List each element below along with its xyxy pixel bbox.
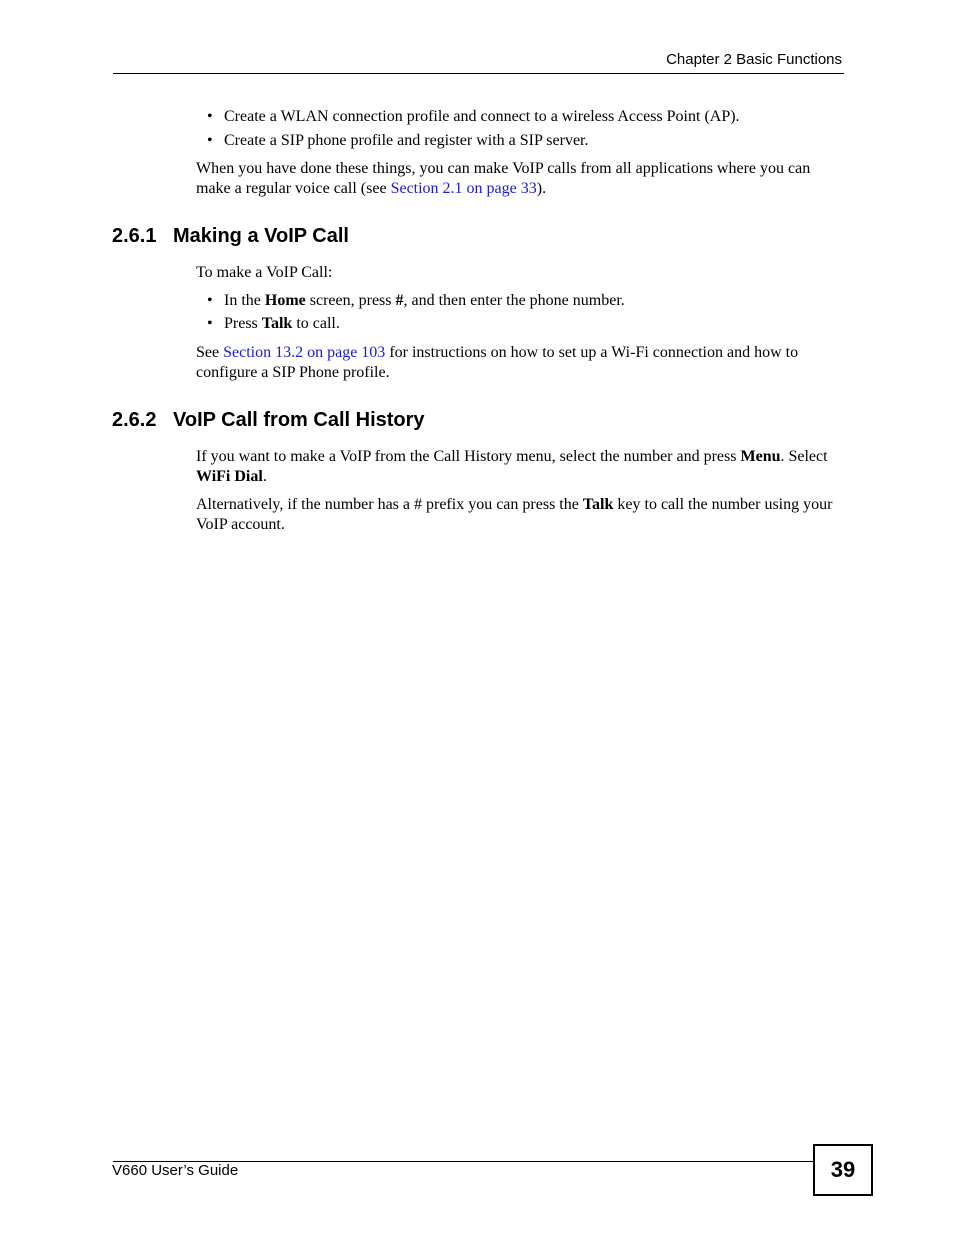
bullet-icon: •: [207, 108, 213, 125]
paragraph: If you want to make a VoIP from the Call History menu, select the number and press Menu. Select WiFi Dial.: [196, 448, 828, 485]
list-item: • Create a WLAN connection profile and connect to a wireless Access Point (AP).: [207, 108, 740, 125]
list-item: • In the Home screen, press #, and then enter the phone number.: [207, 292, 625, 309]
list-item: • Press Talk to call.: [207, 315, 340, 332]
running-footer: V660 User’s Guide: [112, 1162, 239, 1179]
bullet-icon: •: [207, 292, 213, 309]
header-rule: [113, 73, 844, 74]
running-header: Chapter 2 Basic Functions: [666, 51, 842, 68]
intro-paragraph: When you have done these things, you can make VoIP calls from all applications where you can make a regular voice call (see Section 2.1 on page 33).: [196, 160, 811, 197]
paragraph: See Section 13.2 on page 103 for instructions on how to set up a Wi-Fi connection and how to configure a SIP Phone profile.: [196, 344, 799, 381]
section-heading: 2.6.1 Making a VoIP Call: [112, 225, 349, 247]
section-heading: 2.6.2 VoIP Call from Call History: [112, 409, 425, 431]
page-number: 39: [813, 1144, 873, 1196]
bullet-icon: •: [207, 132, 213, 149]
section-link[interactable]: Section 2.1 on page 33: [390, 180, 537, 197]
bullet-icon: •: [207, 315, 213, 332]
paragraph: To make a VoIP Call:: [196, 264, 333, 281]
section-link[interactable]: Section 13.2 on page 103: [223, 344, 386, 361]
list-item: • Create a SIP phone profile and register with a SIP server.: [207, 132, 589, 149]
paragraph: Alternatively, if the number has a # prefix you can press the Talk key to call the number using your VoIP account.: [196, 496, 833, 533]
